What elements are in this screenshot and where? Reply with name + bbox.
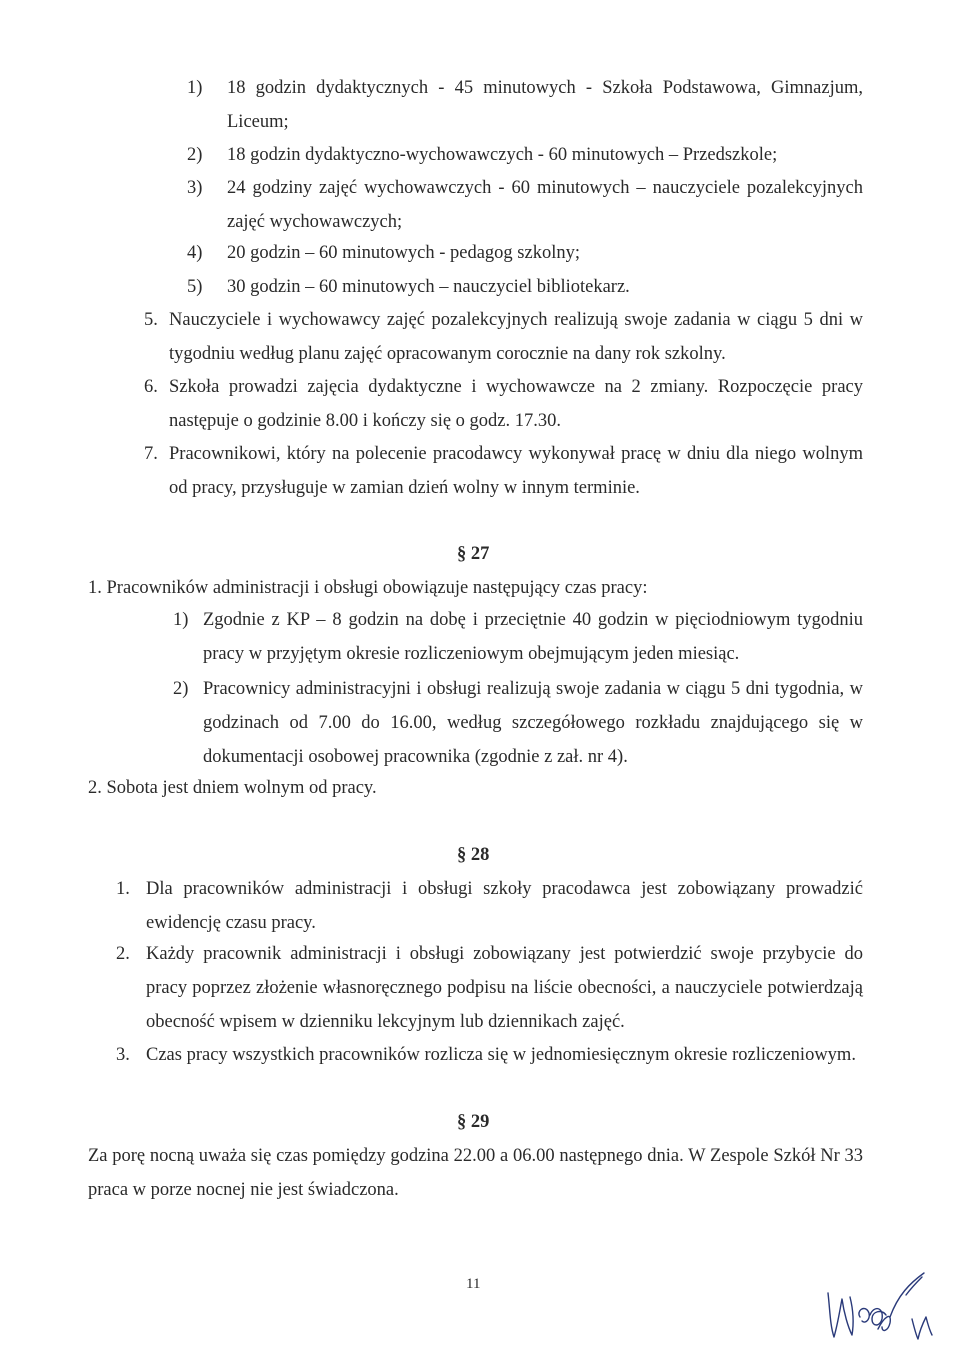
- section-29-heading: § 29: [457, 1112, 490, 1132]
- section-27-sub-1: [173, 603, 863, 671]
- list-a-item-3-text: 24 godziny zajęć wychowawczych - 60 minutowych – nauczyciele pozalekcyjnych zajęć wychowawczych;: [227, 178, 863, 232]
- section-29-text: Za porę nocną uważa się czas pomiędzy godzina 22.00 a 06.00 następnego dnia. W Zespole Szkół Nr 33 praca w porze nocnej nie jest świadczona.: [88, 1146, 863, 1200]
- list-a-item-4: [187, 236, 863, 270]
- section-27-sub-1-text: Zgodnie z KP – 8 godzin na dobę i przeciętnie 40 godzin w pięciodniowym tygodniu pracy w przyjętym okresie rozliczeniowym obejmującym jeden miesiąc.: [203, 610, 863, 664]
- point-6-text: Szkoła prowadzi zajęcia dydaktyczne i wychowawcze na 2 zmiany. Rozpoczęcie pracy następuje o godzinie 8.00 i kończy się o godz. 17.30.: [169, 377, 863, 431]
- section-27-paragraph-1: 1. Pracowników administracji i obsługi obowiązuje następujący czas pracy:: [88, 578, 648, 598]
- list-a-item-4-text: 20 godzin – 60 minutowych - pedagog szkolny;: [227, 243, 580, 263]
- list-a-item-2-text: 18 godzin dydaktyczno-wychowawczych - 60 minutowych – Przedszkole;: [227, 145, 778, 165]
- section-28-item-1: [116, 872, 863, 940]
- section-28-item-1-text: Dla pracowników administracji i obsługi szkoły pracodawca jest zobowiązany prowadzić ewidencję czasu pracy.: [146, 879, 863, 933]
- list-a-item-1-num: 1): [187, 78, 203, 98]
- section-27-sub-2-text: Pracownicy administracyjni i obsługi realizują swoje zadania w ciągu 5 dni tygodnia, w godzinach od 7.00 do 16.00, według szczegółowego rozkładu znajdującego się w dokumentacji osobowej pracownika (zgodnie z zał. nr 4).: [203, 679, 863, 767]
- list-a-item-3-num: 3): [187, 178, 203, 198]
- signature-icon: [820, 1265, 940, 1345]
- section-27-paragraph-2: 2. Sobota jest dniem wolnym od pracy.: [88, 778, 377, 798]
- section-27-sub-2: [173, 672, 863, 774]
- section-28-item-2-num: 2.: [116, 944, 130, 964]
- list-a-item-2-num: 2): [187, 145, 203, 165]
- list-a-item-5: [187, 270, 863, 304]
- list-a-item-3: [187, 171, 863, 239]
- point-7-num: 7.: [144, 444, 158, 464]
- list-a-item-5-text: 30 godzin – 60 minutowych – nauczyciel bibliotekarz.: [227, 277, 630, 297]
- section-27-heading: § 27: [457, 544, 490, 564]
- point-7-text: Pracownikowi, który na polecenie pracodawcy wykonywał pracę w dniu dla niego wolnym od pracy, przysługuje w zamian dzień wolny w innym terminie.: [169, 444, 863, 498]
- section-28-item-3-num: 3.: [116, 1045, 130, 1065]
- list-a-item-4-num: 4): [187, 243, 203, 263]
- section-27-sub-1-num: 1): [173, 610, 189, 630]
- list-a-item-1: [187, 71, 863, 139]
- section-28-item-2-text: Każdy pracownik administracji i obsługi zobowiązany jest potwierdzić swoje przybycie do pracy poprzez złożenie własnoręcznego podpisu na liście obecności, a nauczyciele potwierdzają obecność wpisem w dzienniku lekcyjnym lub dziennikach zajęć.: [146, 944, 863, 1032]
- point-6-num: 6.: [144, 377, 158, 397]
- point-5: [144, 303, 863, 371]
- section-28-item-2: [116, 937, 863, 1039]
- section-28-heading: § 28: [457, 845, 490, 865]
- point-5-num: 5.: [144, 310, 158, 330]
- section-27-sub-2-num: 2): [173, 679, 189, 699]
- list-a-item-2: [187, 138, 863, 172]
- point-6: [144, 370, 863, 438]
- section-28-item-1-num: 1.: [116, 879, 130, 899]
- list-a-item-5-num: 5): [187, 277, 203, 297]
- section-28-item-3: [116, 1038, 863, 1072]
- point-5-text: Nauczyciele i wychowawcy zajęć pozalekcyjnych realizują swoje zadania w ciągu 5 dni w tygodniu według planu zajęć opracowanym corocznie na dany rok szkolny.: [169, 310, 863, 364]
- page-number: 11: [466, 1276, 481, 1292]
- section-28-item-3-text: Czas pracy wszystkich pracowników rozlicza się w jednomiesięcznym okresie rozliczeniowym.: [146, 1045, 856, 1065]
- point-7: [144, 437, 863, 505]
- list-a-item-1-text: 18 godzin dydaktycznych - 45 minutowych - Szkoła Podstawowa, Gimnazjum, Liceum;: [227, 78, 863, 132]
